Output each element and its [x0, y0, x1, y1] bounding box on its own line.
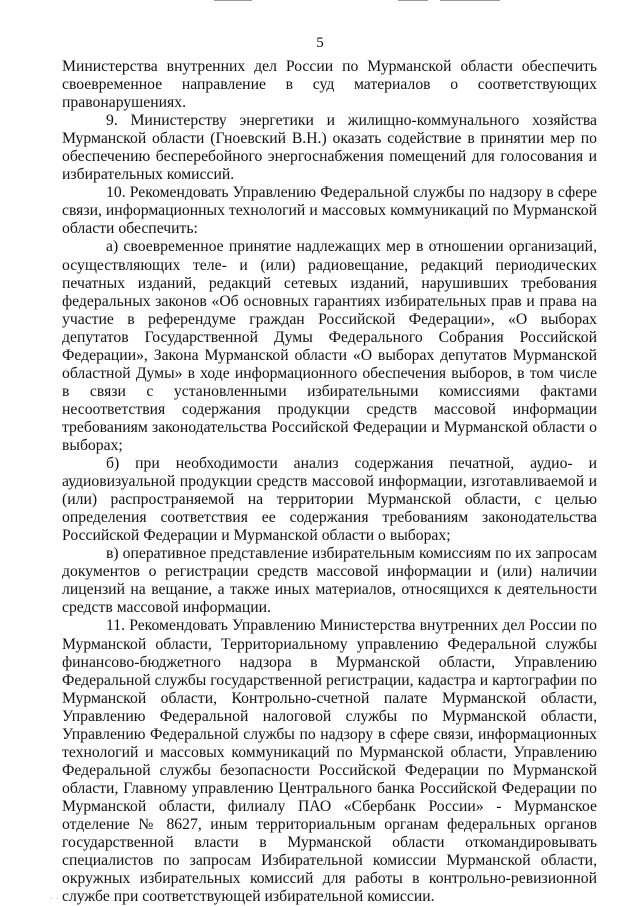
paragraph-continuation: Министерства внутренних дел России по Мурманской области обеспечить своевременное направление в суд материалов о соответствующих правонарушениях. — [62, 58, 597, 112]
top-divider-right — [440, 0, 500, 1]
paragraph-subitem-a: а) своевременное принятие надлежащих мер в отношении организаций, осуществляющих теле- и (или) радиовещание, редакций периодических печатных изданий, редакций сетевых изданий, нарушивших требования федеральных законов «Об основных гарантиях избирательных прав и права на участие в референдуме граждан Российской Федерации», «О выборах депутатов Государственной Думы Федерального Собрания Российской Федерации», Закона Мурманской области «О выборах депутатов Мурманской областной Думы» в ходе информационного обеспечения выборов, в том числе в связи с установленными избирательными комиссиями фактами несоответствия содержания продукции средств массовой информации требованиям законодательства Российской Федерации и Мурманской области о выборах; — [62, 238, 597, 454]
paragraph-subitem-c: в) оперативное представление избирательным комиссиям по их запросам документов о регистрации средств массовой информации и (или) наличии лицензий на вещание, а также иных материалов, относящихся к деятельности средств массовой информации. — [62, 545, 597, 617]
scan-artifact-dots: . . . — [50, 892, 65, 901]
paragraph-item-10: 10. Рекомендовать Управлению Федеральной службы по надзору в сфере связи, информационных технологий и массовых коммуникаций по Мурманской области обеспечить: — [62, 184, 597, 238]
top-divider-left — [214, 0, 252, 1]
document-body — [62, 58, 597, 906]
paragraph-item-11: 11. Рекомендовать Управлению Министерства внутренних дел России по Мурманской области, Территориальному управлению Федеральной службы финансово-бюджетного надзора в Мурманской области, Управлению Федеральной службы государственной регистрации, кадастра и картографии по Мурманской области, Контрольно-счетной палате Мурманской области, Управлению Федеральной налоговой службы по Мурманской области, Управлению Федеральной службы по надзору в сфере связи, информационных технологий и массовых коммуникаций по Мурманской области, Управлению Федеральной службы безопасности Российской Федерации по Мурманской области, Главному управлению Центрального банка Российской Федерации по Мурманской области, филиалу ПАО «Сбербанк России» - Мурманское отделение № 8627, иным территориальным органам федеральных органов государственной власти в Мурманской области откомандировывать специалистов по запросам Избирательной комиссии Мурманской области, окружных избирательных комиссий для работы в контрольно-ревизионной службе при соответствующей избирательной комиссии. — [62, 617, 597, 906]
paragraph-item-9: 9. Министерству энергетики и жилищно-коммунального хозяйства Мурманской области (Гноевский В.Н.) оказать содействие в принятии мер по обеспечению бесперебойного энергоснабжения помещений для голосования и избирательных комиссий. — [62, 112, 597, 184]
paragraph-subitem-b: б) при необходимости анализ содержания печатной, аудио- и аудиовизуальной продукции средств массовой информации, изготавливаемой и (или) распространяемой на территории Мурманской области, с целью определения соответствия ее содержания требованиям законодательства Российской Федерации и Мурманской области о выборах; — [62, 455, 597, 545]
page-number: 5 — [316, 35, 324, 51]
top-divider-middle — [398, 0, 428, 1]
